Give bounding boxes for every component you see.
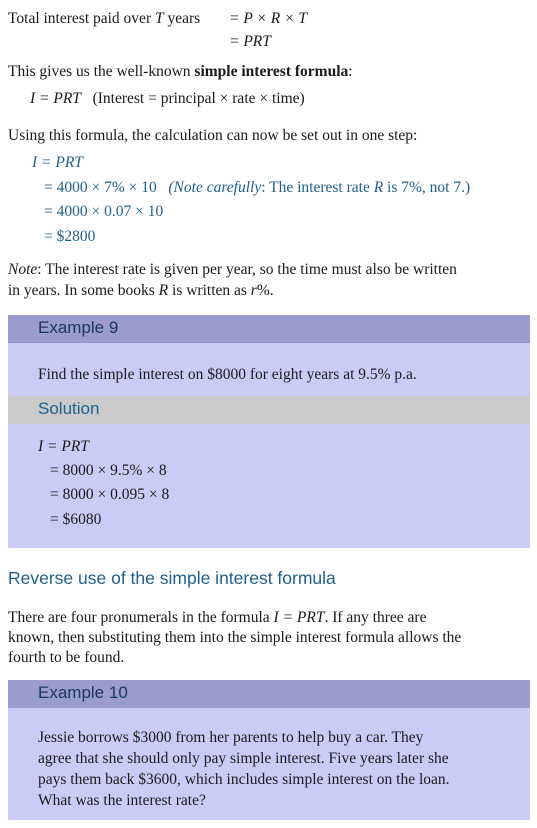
note-para-line-2: in years. In some books R is written as r%.: [8, 282, 274, 299]
example-9-header: [8, 315, 530, 343]
example-9-body: [8, 343, 530, 396]
intro-line-1: Total interest paid over T years: [8, 10, 201, 27]
reverse-para-line-1: There are four pronumerals in the formula I = PRT. If any three are: [8, 609, 427, 626]
calc-line-1: I = PRT: [32, 154, 83, 171]
formula-intro: This gives us the well-known simple interest formula:: [8, 63, 353, 80]
example-10-header: [8, 680, 530, 708]
note-para-line-1: Note: The interest rate is given per year, so the time must also be written: [8, 261, 457, 278]
solution-line-4: = $6080: [50, 511, 102, 528]
calc-line-2: = 4000 × 7% × 10 (Note carefully: The interest rate R is 7%, not 7.): [44, 179, 471, 196]
example-10-line-2: agree that she should only pay simple interest. Five years later she: [38, 750, 449, 767]
example-10-title: Example 10: [38, 683, 128, 702]
calc-line-4: = $2800: [44, 228, 96, 245]
example-10-line-1: Jessie borrows $3000 from her parents to help buy a car. They: [38, 729, 424, 746]
one-step-text: Using this formula, the calculation can now be set out in one step:: [8, 127, 418, 144]
reverse-para-line-3: fourth to be found.: [8, 649, 125, 666]
intro-line-1-rhs: = P × R × T: [229, 10, 308, 27]
example-10-body: [8, 708, 530, 820]
example-9-question: Find the simple interest on $8000 for eight years at 9.5% p.a.: [38, 366, 417, 383]
formula-line: I = PRT (Interest = principal × rate × time): [30, 90, 305, 107]
section-heading: Reverse use of the simple interest formula: [8, 568, 336, 588]
solution-line-1: I = PRT: [38, 438, 89, 455]
solution-line-2: = 8000 × 9.5% × 8: [50, 462, 167, 479]
reverse-para-line-2: known, then substituting them into the simple interest formula allows the: [8, 629, 462, 646]
example-10-line-3: pays them back $3600, which includes simple interest on the loan.: [38, 771, 450, 788]
example-10-line-4: What was the interest rate?: [38, 792, 206, 809]
example-9-solution-body: [8, 424, 530, 548]
calc-line-3: = 4000 × 0.07 × 10: [44, 203, 164, 220]
solution-line-3: = 8000 × 0.095 × 8: [50, 486, 170, 503]
example-9-solution-title: Solution: [38, 399, 100, 418]
example-9-solution-header: [8, 396, 530, 424]
intro-line-2-rhs: = PRT: [229, 33, 271, 50]
example-9-title: Example 9: [38, 318, 119, 337]
